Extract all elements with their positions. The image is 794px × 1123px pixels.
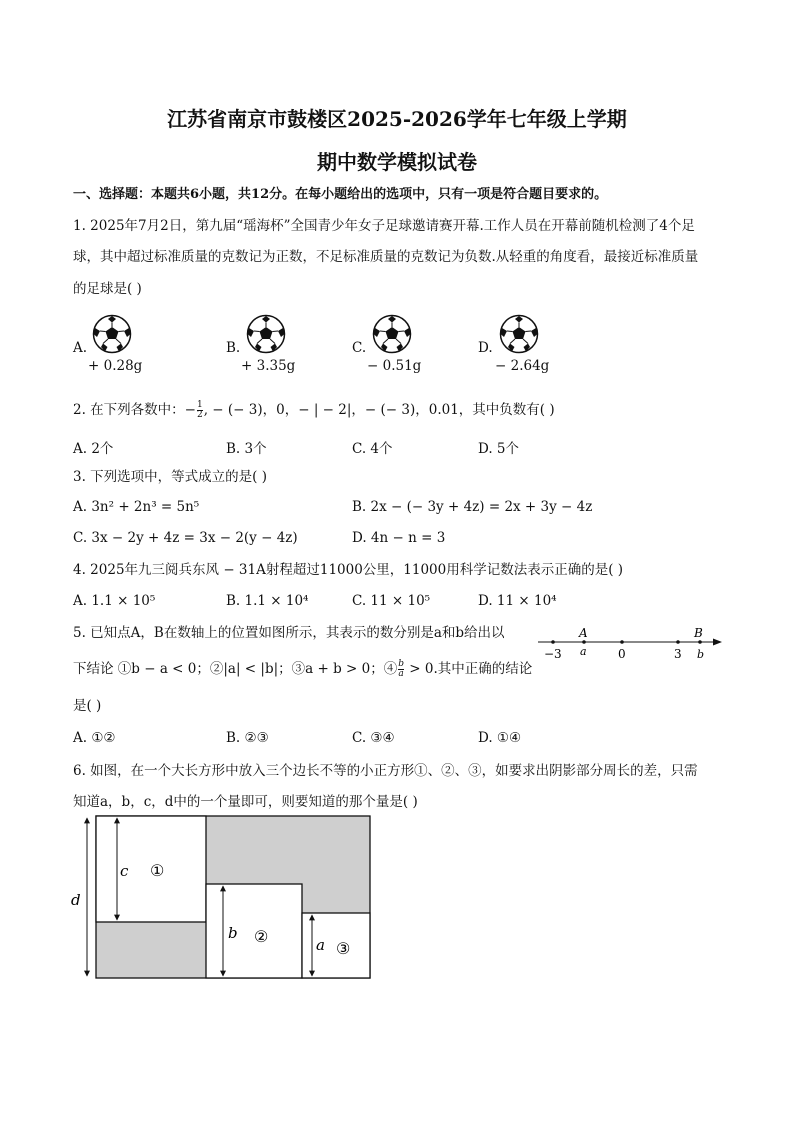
- label-A: A: [579, 626, 588, 640]
- q2-frac-num: 1: [196, 400, 203, 410]
- section-heading: 一、选择题：本题共6小题，共12分。在每小题给出的选项中，只有一项是符合题目要求的。: [73, 187, 608, 202]
- q5-option-a[interactable]: A. ①②: [73, 730, 116, 746]
- page-title: 江苏省南京市鼓楼区2025-2026学年七年级上学期: [167, 107, 627, 131]
- q1-line3: 的足球是( ): [73, 281, 142, 297]
- label-square-2: ②: [254, 927, 269, 946]
- q2-stem: [73, 401, 555, 420]
- q1-option-b-label[interactable]: B.: [226, 340, 241, 356]
- q2-option-c[interactable]: C. 4个: [352, 441, 393, 457]
- q5-line2-a: 下结论 ①b − a < 0；②|a| < |b|；③a + b > 0；④: [73, 661, 398, 677]
- q5-line2-b: > 0.其中正确的结论: [404, 661, 533, 677]
- page-subtitle: 期中数学模拟试卷: [317, 150, 477, 174]
- q5-option-c[interactable]: C. ③④: [352, 730, 395, 746]
- label-B: B: [694, 626, 703, 640]
- soccer-ball-icon: [372, 314, 412, 354]
- number-line-figure: [532, 622, 732, 664]
- q4-stem: 4. 2025年九三阅兵东风 − 31A射程超过11000公里，11000用科学记数法表示正确的是( ): [73, 562, 624, 578]
- q5-frac-den: a: [398, 669, 404, 679]
- q3-stem: 3. 下列选项中，等式成立的是( ): [73, 469, 267, 485]
- q5-option-d[interactable]: D. ①④: [478, 730, 522, 746]
- soccer-ball-icon: [499, 314, 539, 354]
- q1-option-d-label[interactable]: D.: [478, 340, 493, 356]
- soccer-ball-icon: [246, 314, 286, 354]
- q1-line1: 1. 2025年7月2日，第九届“瑶海杯”全国青少年女子足球邀请赛开幕.工作人员在开幕前随机检测了4个足: [73, 218, 695, 234]
- tick-label-3: 3: [674, 647, 682, 661]
- label-b: b: [228, 924, 238, 942]
- q3-option-a[interactable]: A. 3n² + 2n³ = 5n⁵: [73, 499, 200, 515]
- q1-option-c-label[interactable]: C.: [352, 340, 367, 356]
- q4-option-a[interactable]: A. 1.1 × 10⁵: [73, 593, 156, 609]
- q4-option-d[interactable]: D. 11 × 10⁴: [478, 593, 557, 609]
- tick-label-0: 0: [618, 647, 626, 661]
- q3-option-d[interactable]: D. 4n − n = 3: [352, 530, 446, 546]
- q1-option-a-value: + 0.28g: [88, 358, 143, 374]
- label-a: a: [580, 645, 587, 658]
- tick-label-minus3: −3: [544, 647, 562, 661]
- q2-fraction: [197, 401, 203, 420]
- point-a: [582, 640, 586, 644]
- q5-frac-num: b: [398, 659, 404, 669]
- tick-minus3: [551, 640, 555, 644]
- q2-stem-rest: , − (− 3)，0，− | − 2|，− (− 3)，0.01，其中负数有( ): [203, 402, 555, 418]
- soccer-ball-icon: [92, 314, 132, 354]
- q2-stem-prefix: 2. 在下列各数中：: [73, 402, 185, 418]
- q6-line1: 6. 如图，在一个大长方形中放入三个边长不等的小正方形①、②、③，如要求出阴影部分周长的差，只需: [73, 763, 698, 779]
- label-square-3: ③: [336, 939, 351, 958]
- squares-figure: [66, 810, 376, 984]
- q2-option-d[interactable]: D. 5个: [478, 441, 520, 457]
- q5-line3: 是( ): [73, 698, 102, 714]
- q1-option-d-value: − 2.64g: [495, 358, 550, 374]
- q5-option-b[interactable]: B. ②③: [226, 730, 269, 746]
- q4-option-c[interactable]: C. 11 × 10⁵: [352, 593, 431, 609]
- label-a: a: [316, 936, 325, 954]
- tick-0: [620, 640, 624, 644]
- label-d: d: [71, 891, 81, 909]
- point-b: [698, 640, 702, 644]
- q5-line2: [73, 660, 532, 679]
- q1-option-c-value: − 0.51g: [367, 358, 422, 374]
- q2-frac-den: 2: [196, 410, 203, 420]
- label-b: b: [697, 648, 705, 661]
- shaded-region-left: [96, 922, 206, 978]
- q5-fraction: [398, 660, 404, 679]
- q1-option-b-value: + 3.35g: [241, 358, 296, 374]
- number-line-arrow-icon: [713, 639, 722, 646]
- q3-option-c[interactable]: C. 3x − 2y + 4z = 3x − 2(y − 4z): [73, 530, 298, 546]
- q3-option-b[interactable]: B. 2x − (− 3y + 4z) = 2x + 3y − 4z: [352, 499, 593, 515]
- q1-line2: 球，其中超过标准质量的克数记为正数，不足标准质量的克数记为负数.从轻重的角度看，最接近标准质量: [73, 249, 699, 265]
- q1-option-a-label[interactable]: A.: [73, 340, 88, 356]
- tick-3: [676, 640, 680, 644]
- q5-line1: 5. 已知点A，B在数轴上的位置如图所示，其表示的数分别是a和b给出以: [73, 625, 505, 641]
- q2-option-b[interactable]: B. 3个: [226, 441, 267, 457]
- label-square-1: ①: [150, 861, 165, 880]
- q6-line2: 知道a，b，c，d中的一个量即可，则要知道的那个量是( ): [73, 794, 418, 810]
- q2-frac-sign: −: [184, 402, 196, 418]
- q2-option-a[interactable]: A. 2个: [73, 441, 114, 457]
- q4-option-b[interactable]: B. 1.1 × 10⁴: [226, 593, 309, 609]
- label-c: c: [120, 862, 129, 880]
